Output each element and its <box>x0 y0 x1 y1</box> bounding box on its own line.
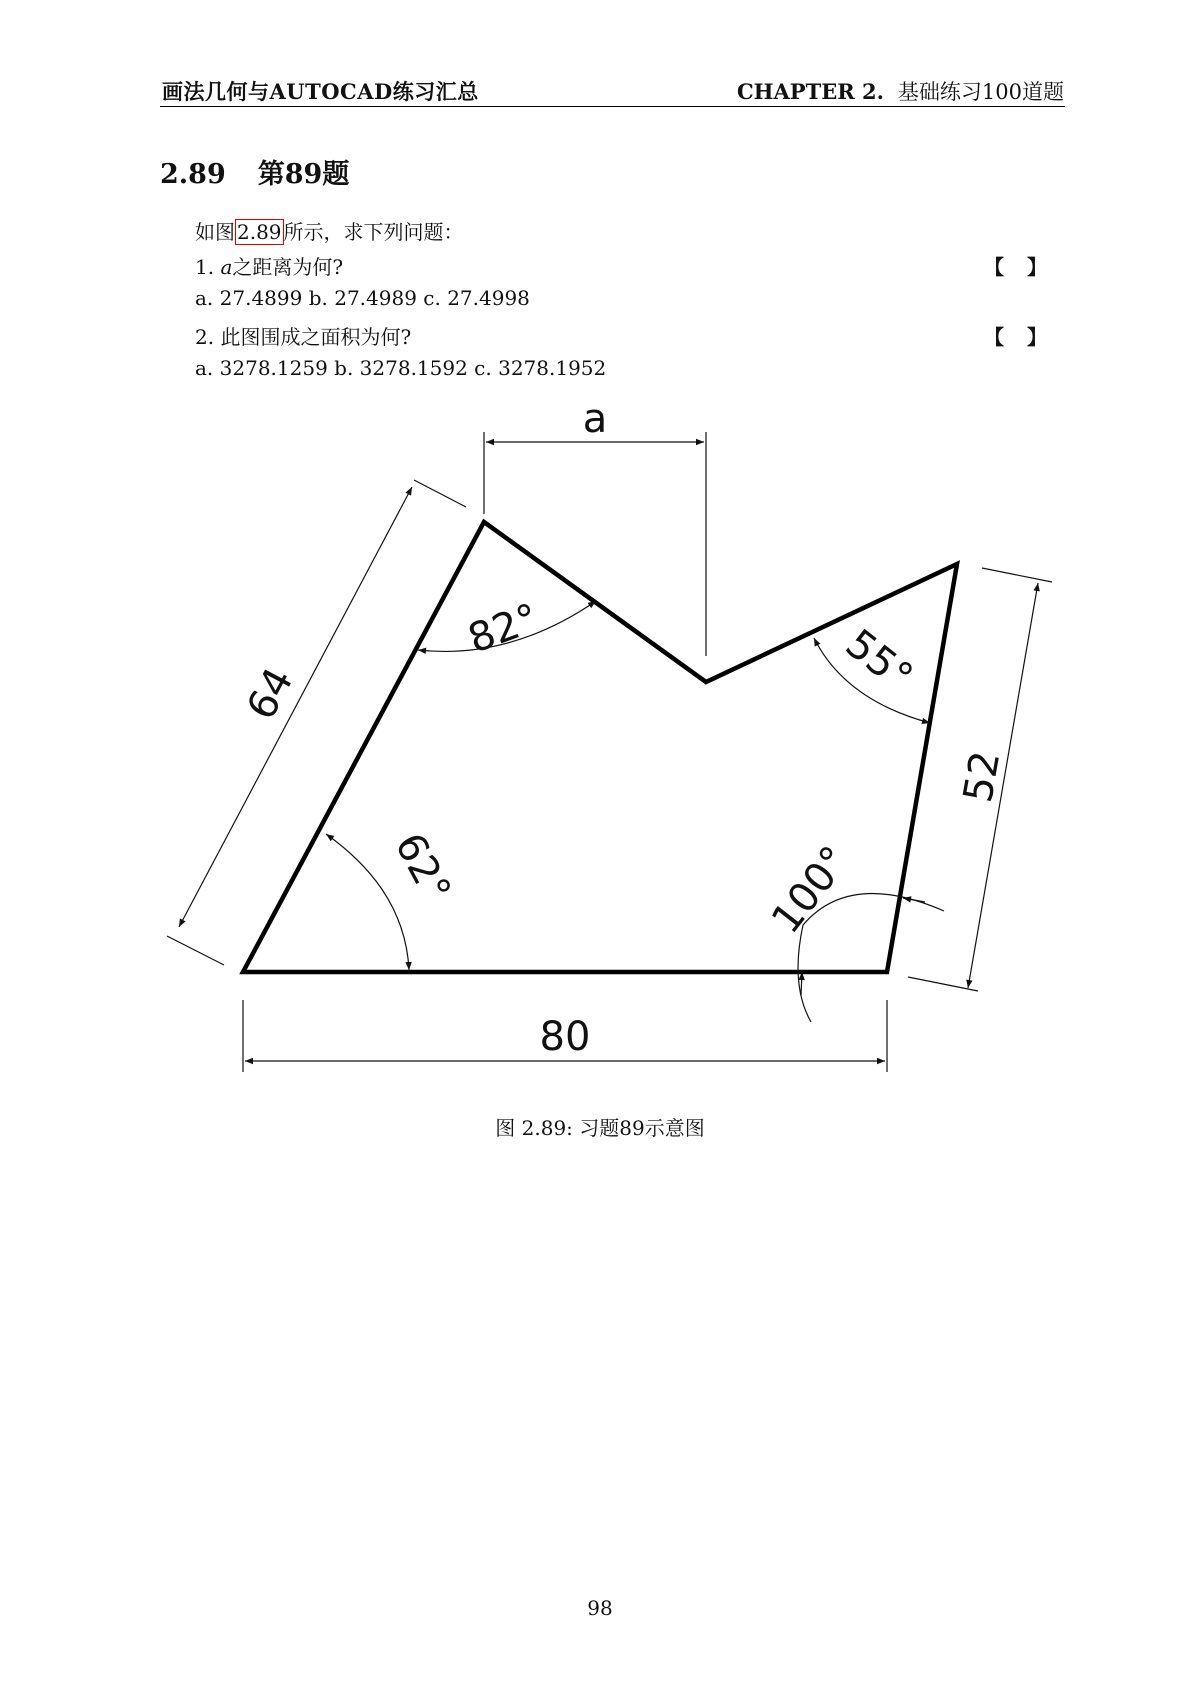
question-1-prefix: 1. <box>195 255 221 279</box>
intro-after: 所示，求下列问题： <box>283 220 464 244</box>
question-2-text: 此图围成之面积为何? <box>220 325 412 349</box>
section-title: 第89题 <box>257 159 350 190</box>
dim-64-extension-bottom <box>167 936 224 965</box>
shape-outline <box>243 522 957 972</box>
dim-52-extension-top <box>982 568 1052 582</box>
question-2-answer-bracket: 【 】 <box>984 325 1055 349</box>
intro-before: 如图 <box>195 220 235 244</box>
question-2-options: a. 3278.1259 b. 3278.1592 c. 3278.1952 <box>195 356 607 380</box>
dim-80-label: 80 <box>539 1014 591 1060</box>
dim-a-label: a <box>582 396 608 442</box>
angle-100-label: 100° <box>762 837 859 943</box>
section-number: 2.89 <box>160 159 226 190</box>
header-chapter-number: CHAPTER 2. <box>736 79 884 104</box>
question-1-answer-bracket: 【 】 <box>984 255 1055 279</box>
angle-62-label: 62° <box>385 825 460 910</box>
angle-100-arrow-right <box>903 898 925 902</box>
dim-64-label: 64 <box>238 660 303 728</box>
header-book-title: 画法几何与AUTOCAD练习汇总 <box>162 79 479 104</box>
angle-100-arrow-bottom <box>801 972 802 996</box>
question-1-variable: a <box>220 255 233 279</box>
dim-64-line <box>179 487 412 927</box>
dim-52-label: 52 <box>955 747 1010 806</box>
question-1-options: a. 27.4899 b. 27.4989 c. 27.4998 <box>195 286 530 310</box>
dim-52-extension-bottom <box>908 977 978 991</box>
question-1-text: 之距离为何? <box>232 255 344 279</box>
header-chapter-title: 基础练习100道题 <box>897 80 1064 104</box>
dim-64-extension-top <box>414 480 466 507</box>
figure-reference-link[interactable]: 2.89 <box>237 220 282 244</box>
page-number: 98 <box>587 1596 613 1620</box>
question-2-prefix: 2. <box>195 325 221 349</box>
angle-55-label: 55° <box>836 620 922 701</box>
angle-82-label: 82° <box>462 595 545 663</box>
figure-caption: 图 2.89: 习题89示意图 <box>495 1116 705 1140</box>
